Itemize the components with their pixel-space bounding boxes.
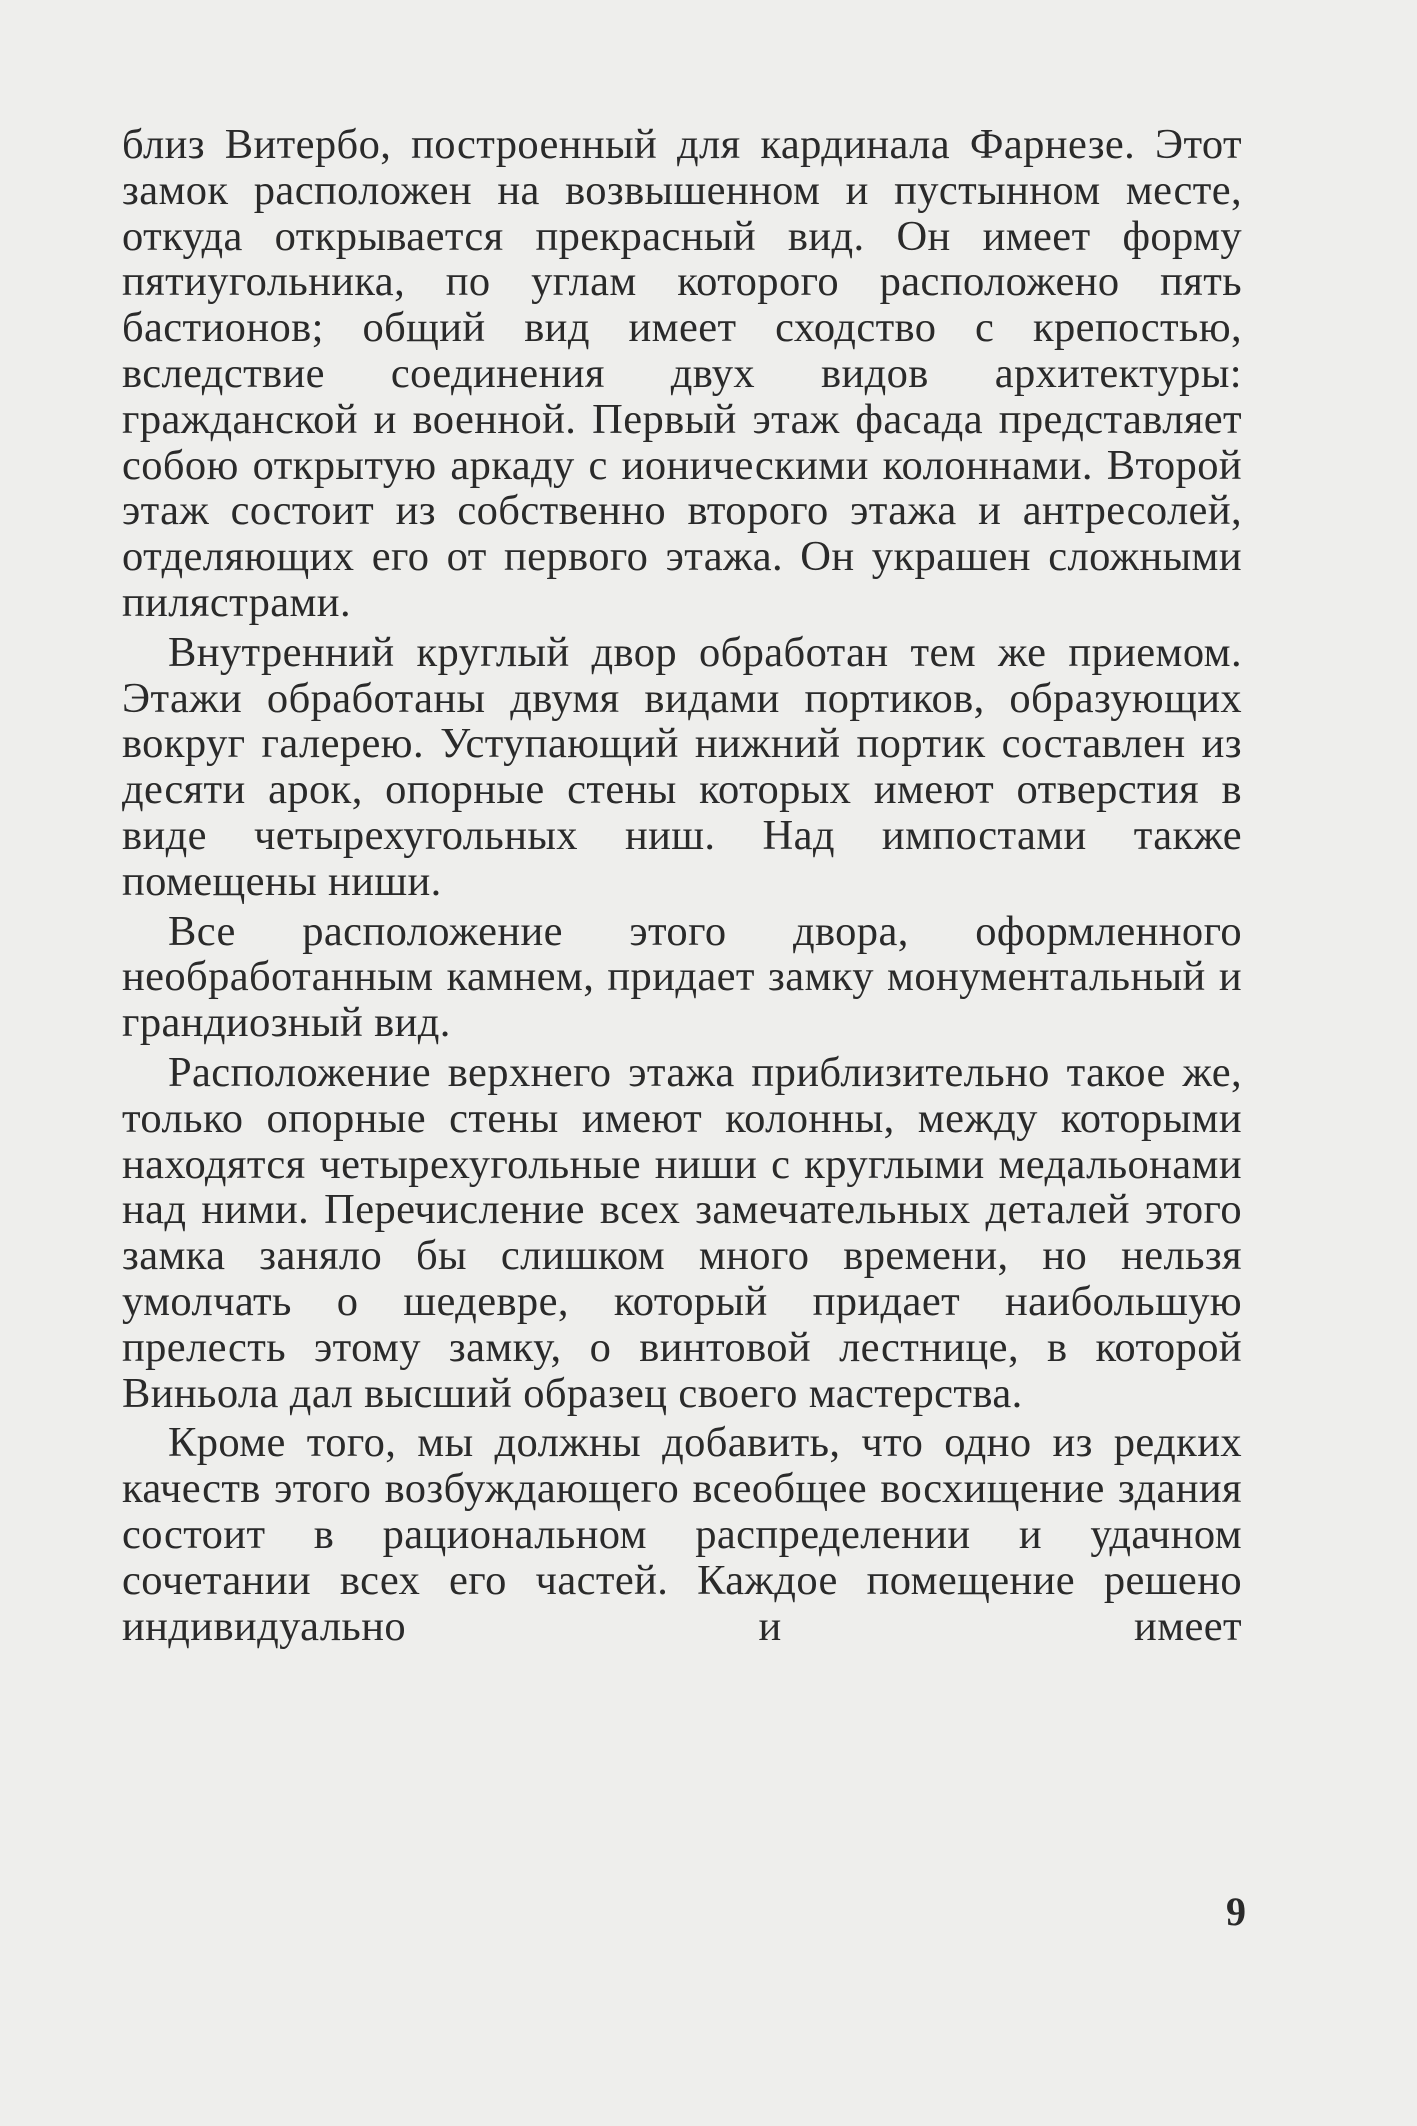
paragraph-2: Внутренний круглый двор обработан тем же приемом. Этажи обработаны двумя видами портиков, образующих вокруг галерею. Уступающий нижний портик составлен из десяти арок, опорные стены которых имеют отверстия в виде четырехугольных ниш. Над импостами также помещены ниши. [122,628,1242,905]
paragraph-1: близ Витербо, построенный для кардинала Фарнезе. Этот замок расположен на возвышенном и пустынном месте, откуда открывается прекрасный вид. Он имеет форму пятиугольника, по углам которого расположено пять бастионов; общий вид имеет сходство с крепостью, вследствие соединения двух видов архитектуры: гражданской и военной. Первый этаж фасада представляет собою открытую аркаду с ионическими колоннами. Второй этаж состоит из собственно второго этажа и антресолей, отделяющих его от первого этажа. Он украшен сложными пилястрами. [122,121,1242,626]
page-number: 9 [1226,1889,1246,1934]
paragraph-4: Расположение верхнего этажа приблизительно такое же, только опорные стены имеют колонны, между которыми находятся четырехугольные ниши с круглыми медальонами над ними. Перечисление всех замечательных деталей этого замка заняло бы слишком много времени, но нельзя умолчать о шедевре, который придает наибольшую прелесть этому замку, о винтовой лестнице, в которой Виньола дал высший образец своего мастерства. [122,1048,1242,1417]
paragraph-5: Кроме того, мы должны добавить, что одно из редких качеств этого возбуждающего всеобщее восхищение здания состоит в рациональном распределении и удачном сочетании всех его частей. Каждое помещение решено индивидуально и имеет [122,1419,1242,1650]
body-text [122,122,1242,1649]
paragraph-3: Все расположение этого двора, оформленного необработанным камнем, придает замку монументальный и грандиозный вид. [122,907,1242,1047]
